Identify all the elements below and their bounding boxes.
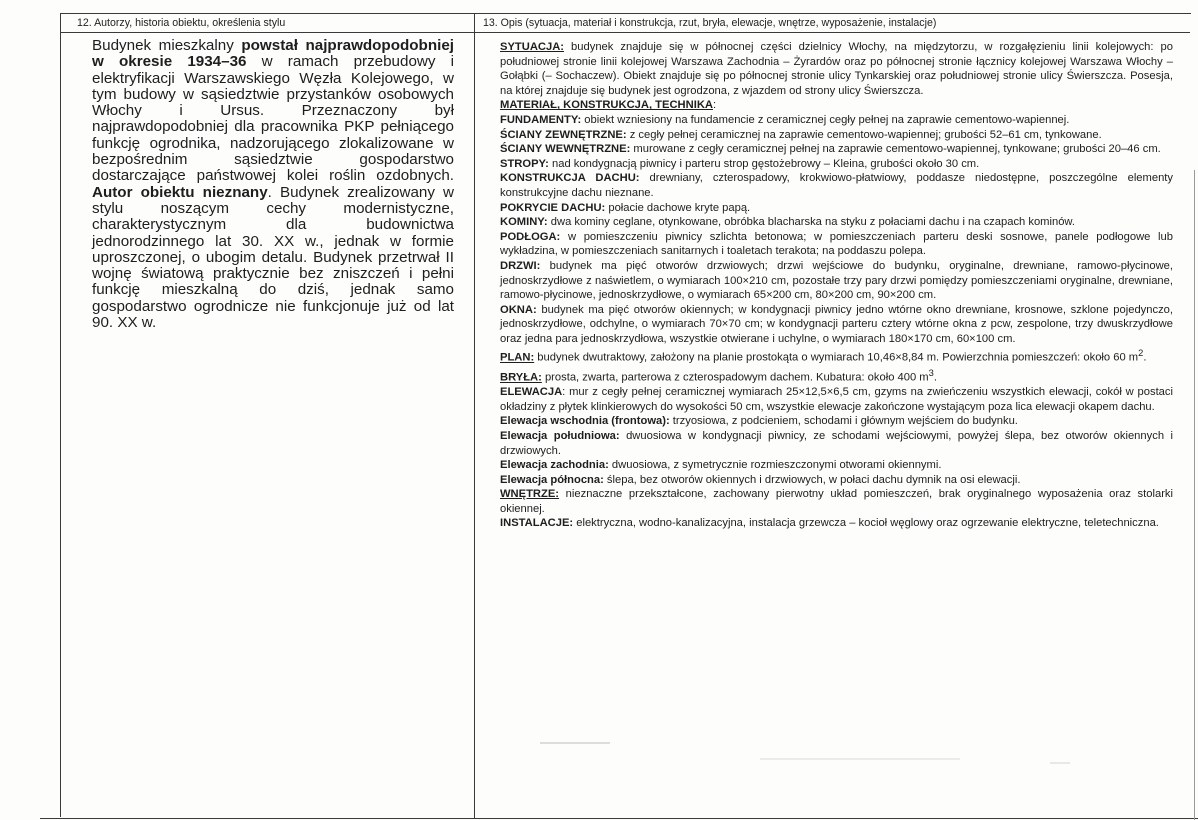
elewacja-wschodnia-entry: Elewacja wschodnia (frontowa): trzyosiowa, z podcieniem, schodami i głównym wejściem do budynku. <box>500 415 1018 428</box>
scan-edge <box>1194 170 1195 820</box>
elewacja-entry: ELEWACJA: mur z cegły pełnej ceramicznej wymiarach 25×12,5×6,5 cm, gzyms na zwieńczeniu wszystkich elewacji, cokół w postaci okładziny z płytek klinkierowych do wysokości 50 cm, wszystkie elewacje zakończone wystającym poza lica elewacji okapem dachu. <box>500 386 1173 413</box>
konstrukcja-dachu-entry: KONSTRUKCJA DACHU: drewniany, czterospadowy, krokwiowo-płatwiowy, poddasze niedostępne, poszczególne elementy konstrukcyjne dachu nieznane. <box>500 172 1173 199</box>
okna-entry: OKNA: budynek ma pięć otworów okiennych; w kondygnacji piwnicy jedno wtórne okno drewniane, krosnowe, szklone pojedynczo, jednoskrzydłowe, odchylne, o wymiarach 70×70 cm; w kondygnacji parteru cztery wtórne okna z pcw, zespolone, trzy dwuskrzydłowe oraz jedna para jednoskrzydłowa, wszystkie otwierane i uchylne, o wymiarach 180×170 cm, 60×100 cm. <box>500 303 1173 345</box>
scan-smudge <box>540 742 610 744</box>
sytuacja-entry: SYTUACJA: budynek znajduje się w północnej części dzielnicy Włochy, na międzytorzu, w rozgałęzieniu linii kolejowych: po południowej stronie linii kolejowej Warszawa Zachodnia – Żyrardów oraz po północnej stronie łącznicy kolejowej Warszawa Włochy – Gołąbki (– Sochaczew). Obiekt znajduje się po północnej stronie ulicy Tynkarskiej oraz południowej stronie ulicy Świerszcza. Posesja, na której znajduje się budynek jest ogrodzona, z wjazdem od strony ulicy Świerszcza. <box>500 41 1173 97</box>
elewacja-polnocna-entry: Elewacja północna: ślepa, bez otworów okiennych i drzwiowych, w połaci dachu dymnik na osi elewacji. <box>500 473 1021 486</box>
stropy-entry: STROPY: nad kondygnacją piwnicy i parteru strop gęstożebrowy – Kleina, grubości około 30 cm. <box>500 157 980 170</box>
scan-smudge <box>760 758 960 760</box>
bottom-rule <box>40 818 1198 819</box>
instalacje-entry: INSTALACJE: elektryczna, wodno-kanalizacyjna, instalacja grzewcza – kocioł węglowy oraz ogrzewanie elektryczne, teletechniczna. <box>500 517 1159 530</box>
pokrycie-dachu-entry: POKRYCIE DACHU: połacie dachowe kryte papą. <box>500 201 751 214</box>
header-rule <box>60 32 1190 33</box>
podloga-entry: PODŁOGA: w pomieszczeniu piwnicy szlichta betonowa; w pomieszczeniach parteru deski sosnowe, panele podłogowe lub wykładzina, w pomieszczeniach sanitarnych i toaletach terakota; na poddaszu polepa. <box>500 230 1173 258</box>
plan-entry: PLAN: budynek dwutraktowy, założony na planie prostokąta o wymiarach 10,46×8,84 m. Powierzchnia pomieszczeń: około 60 $m^2$. <box>500 348 1147 365</box>
kominy-entry: KOMINY: dwa kominy ceglane, otynkowane, obróbka blacharska na styku z połaciami dachu i na czapach kominów. <box>500 216 1076 229</box>
elewacja-zachodnia-entry: Elewacja zachodnia: dwuosiowa, z symetrycznie rozmieszczonymi otworami okiennymi. <box>500 459 942 472</box>
section-12-header: 12. Autorzy, historia obiektu, określenia stylu <box>77 17 286 29</box>
material-heading: MATERIAŁ, KONSTRUKCJA, TECHNIKA: <box>500 99 717 112</box>
sciany-wewnetrzne-entry: ŚCIANY WEWNĘTRZNE: murowane z cegły ceramicznej pełnej na zaprawie cementowo-wapiennej, tynkowane; grubości 20–46 cm. <box>500 143 1161 156</box>
description-body <box>500 40 1173 531</box>
section-13-header: 13. Opis (sytuacja, materiał i konstrukcja, rzut, bryła, elewacje, wnętrze, wyposażenie, instalacje) <box>483 17 937 29</box>
column-divider <box>474 13 475 818</box>
sciany-zewnetrzne-entry: ŚCIANY ZEWNĘTRZNE: z cegły pełnej ceramicznej na zaprawie cementowo-wapiennej; grubości 52–61 cm, tynkowane. <box>500 128 1102 141</box>
wnetrze-entry: WNĘTRZE: nieznaczne przekształcone, zachowany pierwotny układ pomieszczeń, brak oryginalnego wyposażenia oraz stolarki okiennej. <box>500 488 1173 515</box>
history-paragraph: Budynek mieszkalny powstał najprawdopodobniej w okresie 1934–36 w ramach przebudowy i elektryfikacji Warszawskiego Węzła Kolejowego, w tym budowy w sąsiedztwie przystanków osobowych Włochy i Ursus. Przeznaczony był najprawdopodobniej dla pracownika PKP pełniącego funkcję ogrodnika, nadzorującego zlokalizowane w bezpośrednim sąsiedztwie gospodarstwo dostarczające państwowej kolei roślin ozdobnych. Autor obiektu nieznany. Budynek zrealizowany w stylu noszącym cechy modernistyczne, charakterystycznym dla budownictwa jednorodzinnego lat 30. XX w., jednak w formie uproszczonej, o ubogim detalu. Budynek przetrwał II wojnę światową praktycznie bez zniszczeń i pełni funkcję mieszkalną do dziś, jednak samo gospodarstwo ogrodnicze nie funkcjonuje już od lat 90. XX w. <box>92 37 454 332</box>
fundamenty-entry: FUNDAMENTY: obiekt wzniesiony na fundamencie z ceramicznej cegły pełnej na zaprawie cementowo-wapiennej. <box>500 113 1070 126</box>
elewacja-poludniowa-entry: Elewacja południowa: dwuosiowa w kondygnacji piwnicy, ze schodami wejściowymi, powyżej ślepa, bez otworów okiennych i drzwiowych. <box>500 429 1173 457</box>
scan-smudge <box>1050 762 1070 764</box>
bryla-entry: BRYŁA: prosta, zwarta, parterowa z czterospadowym dachem. Kubatura: około 400 $m^3$. <box>500 367 937 384</box>
drzwi-entry: DRZWI: budynek ma pięć otworów drzwiowych; drzwi wejściowe do budynku, oryginalne, drewniane, ramowo-płycinowe, jednoskrzydłowe z naświetlem, o wymiarach 100×210 cm, pozostałe trzy pary drzwi pomiędzy pomieszczeniami oryginalne, drewniane, ramowo-płycinowe, jednoskrzydłowe, o wymiarach 65×200 cm, 80×200 cm, 90×200 cm. <box>500 259 1173 302</box>
